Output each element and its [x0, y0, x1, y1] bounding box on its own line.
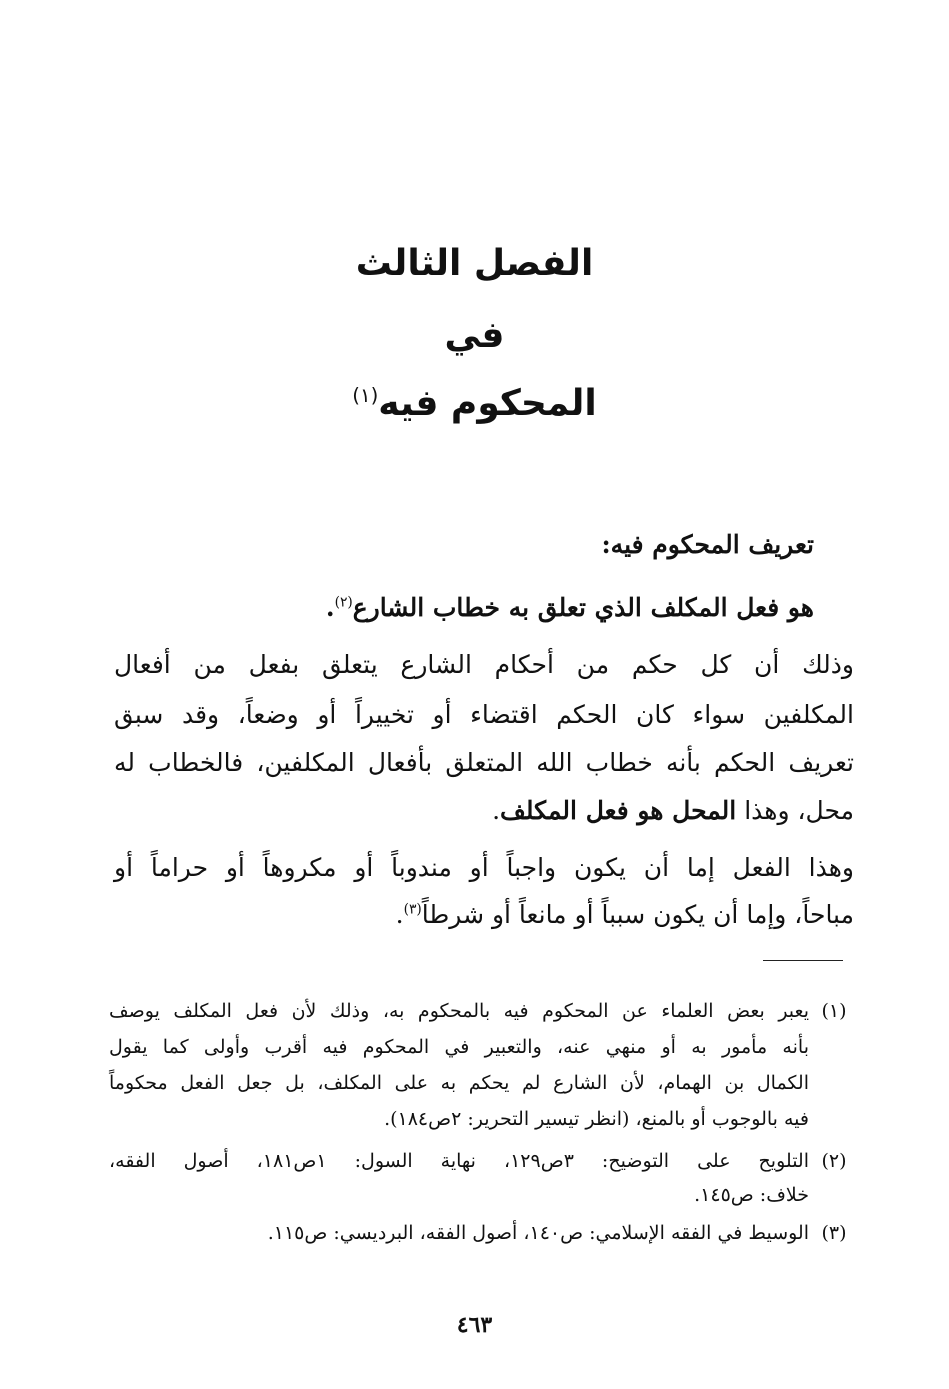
paragraph-1-line-3: تعريف الحكم بأنه خطاب الله المتعلق بأفعال المكلفين، فالخطاب له	[114, 748, 854, 777]
footnote-divider	[763, 960, 843, 961]
paragraph-1-line-4	[492, 791, 854, 831]
paragraph-2-line-1: وهذا الفعل إما أن يكون واجباً أو مندوباً أو مكروهاً أو حراماً أو	[114, 853, 854, 882]
footnote-number-3: (٣)	[821, 1222, 847, 1244]
footnote-2-line-2: خلاف: ص١٤٥.	[694, 1184, 809, 1206]
paragraph-1-emphasis: المحل هو فعل المكلف	[500, 796, 737, 825]
footnote-1-line-1: يعبر بعض العلماء عن المحكوم فيه بالمحكوم به، وذلك لأن فعل المكلف يوصف	[109, 1000, 809, 1022]
section-heading: تعريف المحكوم فيه:	[601, 530, 814, 559]
definition-text	[326, 588, 814, 628]
footnote-number-2: (٢)	[821, 1150, 847, 1172]
page-number: ٤٦٣	[456, 1312, 493, 1338]
definition-end: .	[325, 593, 335, 622]
footnote-1-line-3: الكمال بن الهمام، لأن الشارع لم يحكم به على المكلف، بل جعل الفعل محكوماً	[109, 1072, 809, 1094]
chapter-title-line-3	[0, 380, 949, 428]
chapter-title-line-1: الفصل الثالث	[355, 243, 594, 284]
paragraph-2-line-2-end: .	[395, 900, 404, 929]
paragraph-1-line-4-start: محل، وهذا	[744, 796, 854, 825]
paragraph-1-line-2: المكلفين سواء كان الحكم اقتضاء أو تخييراً أو وضعاً، وقد سبق	[114, 700, 854, 729]
chapter-title-line-2: في	[444, 315, 505, 356]
footnote-ref-1: (١)	[352, 384, 379, 407]
paragraph-1-line-1: وذلك أن كل حكم من أحكام الشارع يتعلق بفعل من أفعال	[114, 650, 854, 679]
footnote-number-1: (١)	[821, 1000, 847, 1022]
footnote-3-line-1: الوسيط في الفقه الإسلامي: ص١٤٠، أصول الفقه، البرديسي: ص١١٥.	[267, 1222, 809, 1244]
footnote-ref-2: (٢)	[334, 594, 353, 611]
footnote-1-line-4: فيه بالوجوب أو بالمنع، (انظر تيسير التحرير: ٢ص١٨٤).	[384, 1108, 809, 1130]
definition-body: هو فعل المكلف الذي تعلق به خطاب الشارع	[352, 593, 814, 622]
paragraph-2-line-2-text: مباحاً، وإما أن يكون سبباً أو مانعاً أو شرطاً	[421, 900, 854, 929]
footnote-2-line-1: التلويح على التوضيح: ٣ص١٢٩، نهاية السول: ١ص١٨١، أصول الفقه،	[109, 1150, 809, 1172]
footnote-ref-3: (٣)	[403, 901, 422, 918]
paragraph-1-line-4-end: .	[492, 796, 501, 825]
chapter-title-text: المحكوم فيه	[378, 383, 597, 424]
footnote-1-line-2: بأنه مأمور به أو منهي عنه، والتعبير في المحكوم فيه أقرب وأولى كما يقول	[109, 1036, 809, 1058]
paragraph-2-line-2	[396, 895, 854, 935]
